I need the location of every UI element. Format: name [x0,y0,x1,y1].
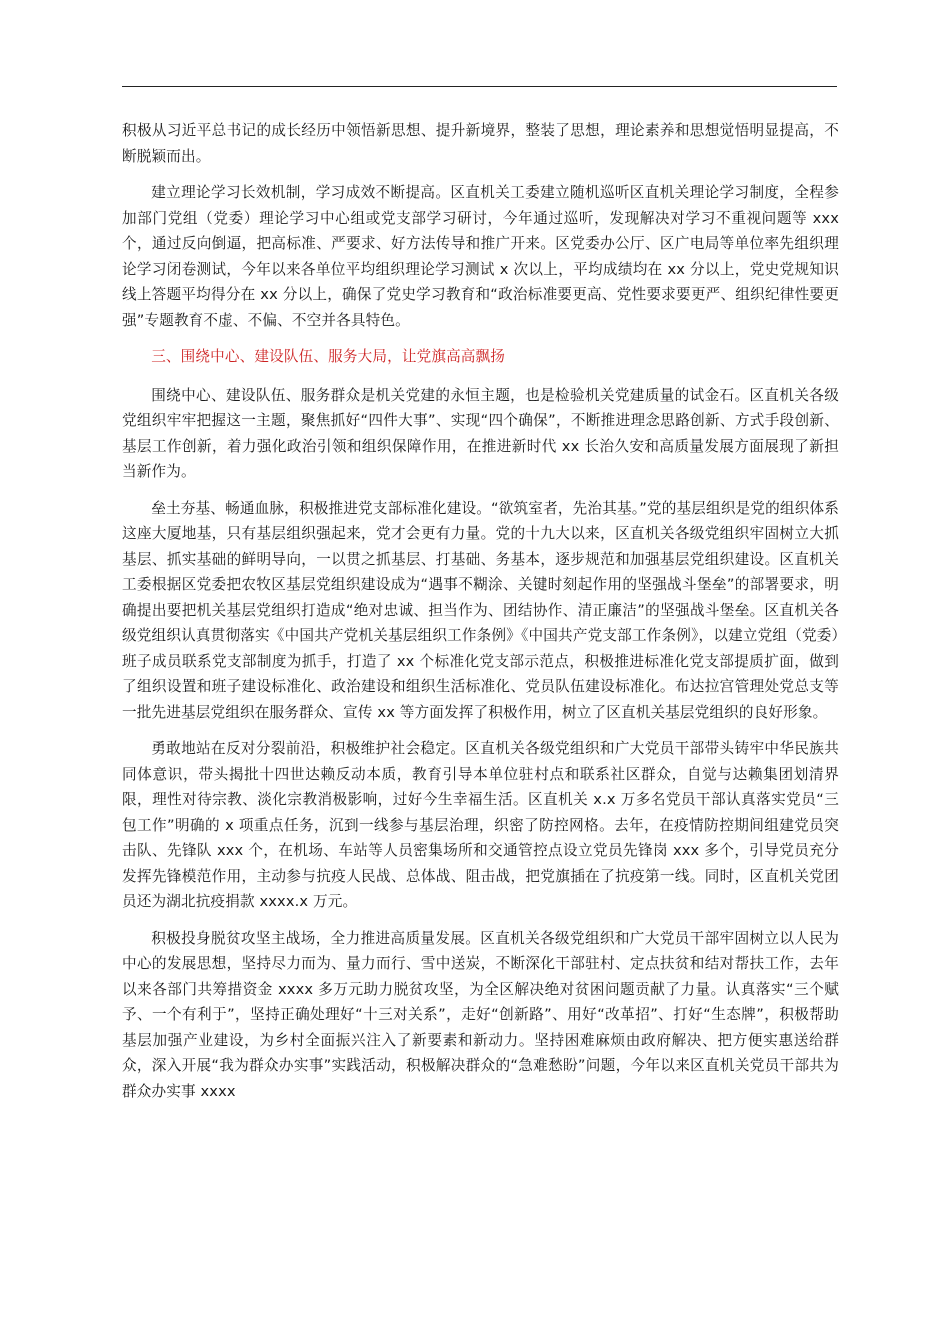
paragraph-branch-standardization: 垒土夯基、畅通血脉，积极推进党支部标准化建设。“欲筑室者，先治其基。”党的基层组织是党的组织体系这座大厦地基，只有基层组织强起来，党才会更有力量。党的十九大以来，区直机关各级党组织牢固树立大抓基层、抓实基础的鲜明导向，一以贯之抓基层、打基础、务基本，逐步规范和加强基层党组织建设。区直机关工委根据区党委把农牧区基层党组织建设成为“遇事不糊涂、关键时刻起作用的坚强战斗堡垒”的部署要求，明确提出要把机关基层党组织打造成“绝对忠诚、担当作为、团结协作、清正廉洁”的坚强战斗堡垒。区直机关各级党组织认真贯彻落实《中国共产党机关基层组织工作条例》《中国共产党支部工作条例》，以建立党组（党委）班子成员联系党支部制度为抓手，打造了 xx 个标准化党支部示范点，积极推进标准化党支部提质扩面，做到了组织设置和班子建设标准化、政治建设和组织生活标准化、党员队伍建设标准化。布达拉宫管理处党总支等一批先进基层党组织在服务群众、宣传 xx 等方面发挥了积极作用，树立了区直机关基层党组织的良好形象。 [122,499,839,721]
section-heading: 三、围绕中心、建设队伍、服务大局，让党旗高高飘扬 [151,348,506,365]
paragraph-theory-study: 建立理论学习长效机制，学习成效不断提高。区直机关工委建立随机巡听区直机关理论学习制度，全程参加部门党组（党委）理论学习中心组或党支部学习研讨，今年通过巡听，发现解决对学习不重视问题等 xxx 个，通过反向倒逼，把高标准、严要求、好方法传导和推广开来。区党委办公厅、区广电局等单位率先组织理论学习闭卷测试，今年以来各单位平均组织理论学习测试 x 次以上，平均成绩均在 xx 分以上，党史党规知识线上答题平均得分在 xx 分以上，确保了党史学习教育和“政治标准要更高、党性要求要更严、组织纪律性要更强”专题教育不虚、不偏、不空并各具特色。 [122,184,839,329]
paragraph-poverty-alleviation: 积极投身脱贫攻坚主战场，全力推进高质量发展。区直机关各级党组织和广大党员干部牢固树立以人民为中心的发展思想，坚持尽力而为、量力而行、雪中送炭，不断深化干部驻村、定点扶贫和结对帮扶工作，去年以来各部门共筹措资金 xxxx 多万元助力脱贫攻坚，为全区解决绝对贫困问题贡献了力量。认真落实“三个赋予、一个有利于”，坚持正确处理好“十三对关系”，走好“创新路”、用好“改革招”、打好“生态牌”，积极帮助基层加强产业建设，为乡村全面振兴注入了新要素和新动力。坚持困难麻烦由政府解决、把方便实惠送给群众，深入开展“我为群众办实事”实践活动，积极解决群众的“急难愁盼”问题，今年以来区直机关党员干部共为群众办实事 xxxx [122,929,839,1100]
paragraph-core-theme: 围绕中心、建设队伍、服务群众是机关党建的永恒主题，也是检验机关党建质量的试金石。区直机关各级党组织牢牢把握这一主题，聚焦抓好“四件大事”、实现“四个确保”，不断推进理念思路创新、方式手段创新、基层工作创新，着力强化政治引领和组织保障作用，在推进新时代 xx 长治久安和高质量发展方面展现了新担当新作为。 [122,386,839,480]
paragraph-continuation: 积极从习近平总书记的成长经历中领悟新思想、提升新境界，整装了思想，理论素养和思想觉悟明显提高，不断脱颖而出。 [122,122,839,165]
document-body [122,118,839,1115]
paragraph-social-stability: 勇敢地站在反对分裂前沿，积极维护社会稳定。区直机关各级党组织和广大党员干部带头铸牢中华民族共同体意识，带头揭批十四世达赖反动本质，教育引导本单位驻村点和联系社区群众，自觉与达赖集团划清界限，理性对待宗教、淡化宗教消极影响，过好今生幸福生活。区直机关 x.x 万多名党员干部认真落实党员“三包工作”明确的 x 项重点任务，沉到一线参与基层治理，织密了防控网格。去年，在疫情防控期间组建党员突击队、先锋队 xxx 个，在机场、车站等人员密集场所和交通管控点设立党员先锋岗 xxx 多个，引导党员充分发挥先锋模范作用，主动参与抗疫人民战、总体战、阻击战，把党旗插在了抗疫第一线。同时，区直机关党团员还为湖北抗疫捐款 xxxx.x 万元。 [122,740,839,910]
header-divider [122,86,837,87]
